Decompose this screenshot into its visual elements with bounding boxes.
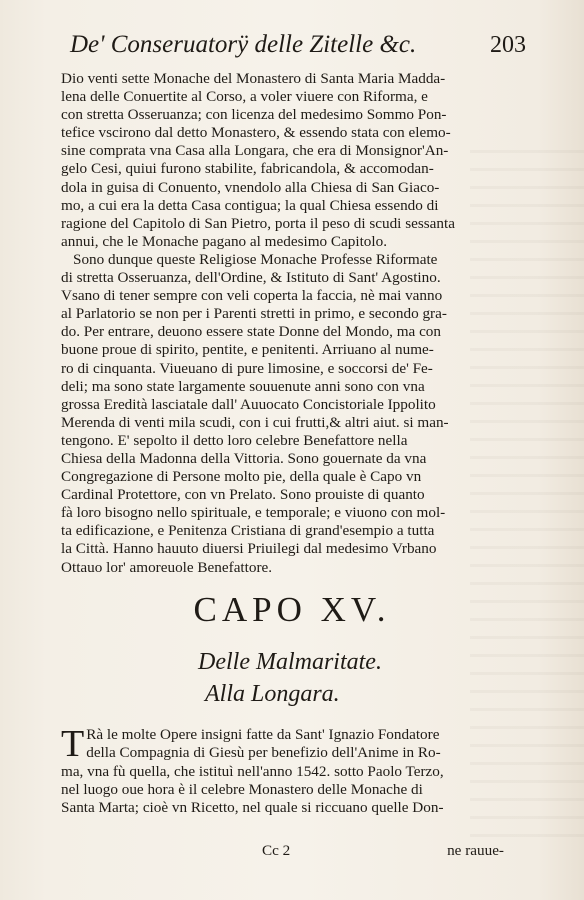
running-title: De' Conseruatorÿ delle Zitelle &c.: [70, 31, 417, 58]
text-line: della Compagnia di Giesù per benefizio dell'Anime in Ro-: [86, 744, 441, 762]
text-line: Santa Marta; cioè vn Ricetto, nel quale si riccuano quelle Don-: [61, 799, 444, 817]
chapter-heading: CAPO XV.: [193, 590, 391, 629]
text-line: Merenda di venti mila scudi, con i cui frutti,& altri aiut. si man-: [61, 413, 449, 431]
text-line: sine comprata vna Casa alla Longara, che era di Monsignor'An-: [61, 142, 449, 160]
text-line: tengono. E' sepolto il detto loro celebre Benefattore nella: [61, 431, 408, 449]
catchword: ne rauue-: [447, 842, 504, 859]
text-line: Dio venti sette Monache del Monastero di Santa Maria Madda-: [61, 70, 446, 87]
text-line: al Parlatorio se non per i Parenti stretti in primo, e secondo gra-: [61, 305, 447, 323]
text-line: Chiesa della Madonna della Vittoria. Sono gouernate da vna: [61, 449, 427, 467]
running-header: [70, 30, 526, 60]
text-line: Vsano di tener sempre con veli coperta la faccia, nè mai vanno: [61, 287, 443, 305]
text-line: annui, che le Monache pagano al medesimo Capitolo.: [61, 232, 388, 250]
drop-cap: T: [61, 723, 85, 765]
text-line: mo, a cui era la detta Casa contigua; la qual Chiesa essendo di: [61, 196, 439, 214]
text-line: ta edificazione, e Penitenza Cristiana di grand'esempio a tutta: [61, 522, 435, 540]
text-line: gelo Cesi, quiui furono stabilite, fabricandola, & accomodan-: [61, 160, 434, 178]
text-line: grossa Eredità lasciatale dall' Auuocato Concistoriale Ippolito: [61, 395, 436, 413]
text-line: ro di cinquanta. Viueuano di pure limosine, e soccorsi de' Fe-: [61, 359, 433, 377]
text-line: di stretta Osseruanza, dell'Ordine, & Istituto di Sant' Agostino.: [61, 269, 441, 287]
body-text: [61, 70, 506, 577]
text-line: lena delle Conuertite al Corso, a voler viuere con Riforma, e: [61, 88, 428, 106]
text-line: Cardinal Protettore, con vn Prelato. Sono prouiste di quanto: [61, 486, 425, 504]
text-line: do. Per entrare, deuono essere state Donne del Mondo, ma con: [61, 323, 441, 341]
text-line: Sono dunque queste Religiose Monache Professe Riformate: [73, 250, 438, 268]
text-line: Congregazione di Persone molto pie, della quale è Capo vn: [61, 468, 422, 486]
chapter-subtitle: Delle Malmaritate.: [198, 649, 382, 675]
text-line: ma, vna fù quella, che istituì nell'anno 1542. sotto Paolo Terzo,: [61, 762, 444, 780]
text-line: Rà le molte Opere insigni fatte da Sant' Ignazio Fondatore: [86, 726, 440, 743]
text-line: tefice vscirono dal detto Monastero, & essendo stata con elemo-: [61, 124, 451, 142]
text-line: nel luogo oue hora è il celebre Monastero delle Monache di: [61, 780, 423, 798]
text-line: con stretta Osseruanza; con licenza del medesimo Sommo Pon-: [61, 106, 447, 124]
chapter-location: Alla Longara.: [205, 681, 340, 707]
text-line: buone proue di spirito, pentite, e penitenti. Arriuano al nume-: [61, 341, 434, 359]
text-line: ragione del Capitolo di San Pietro, porta il peso di scudi sessanta: [61, 214, 455, 232]
page-number: 203: [490, 32, 526, 58]
text-line: dola in guisa di Conuento, vnendolo alla Chiesa di San Giaco-: [61, 178, 440, 196]
text-line: deli; ma sono state largamente souuenute anni sono con vna: [61, 377, 425, 395]
section-text: [61, 723, 506, 817]
signature-mark: Cc 2: [262, 842, 291, 859]
text-line: Ottauo lor' amoreuole Benefattore.: [61, 558, 273, 576]
text-line: la Città. Hanno hauuto diuersi Priuilegi dal medesimo Vrbano: [61, 540, 437, 558]
text-line: fà loro bisogno nello spirituale, e temporale; e viuono con mol-: [61, 504, 446, 522]
